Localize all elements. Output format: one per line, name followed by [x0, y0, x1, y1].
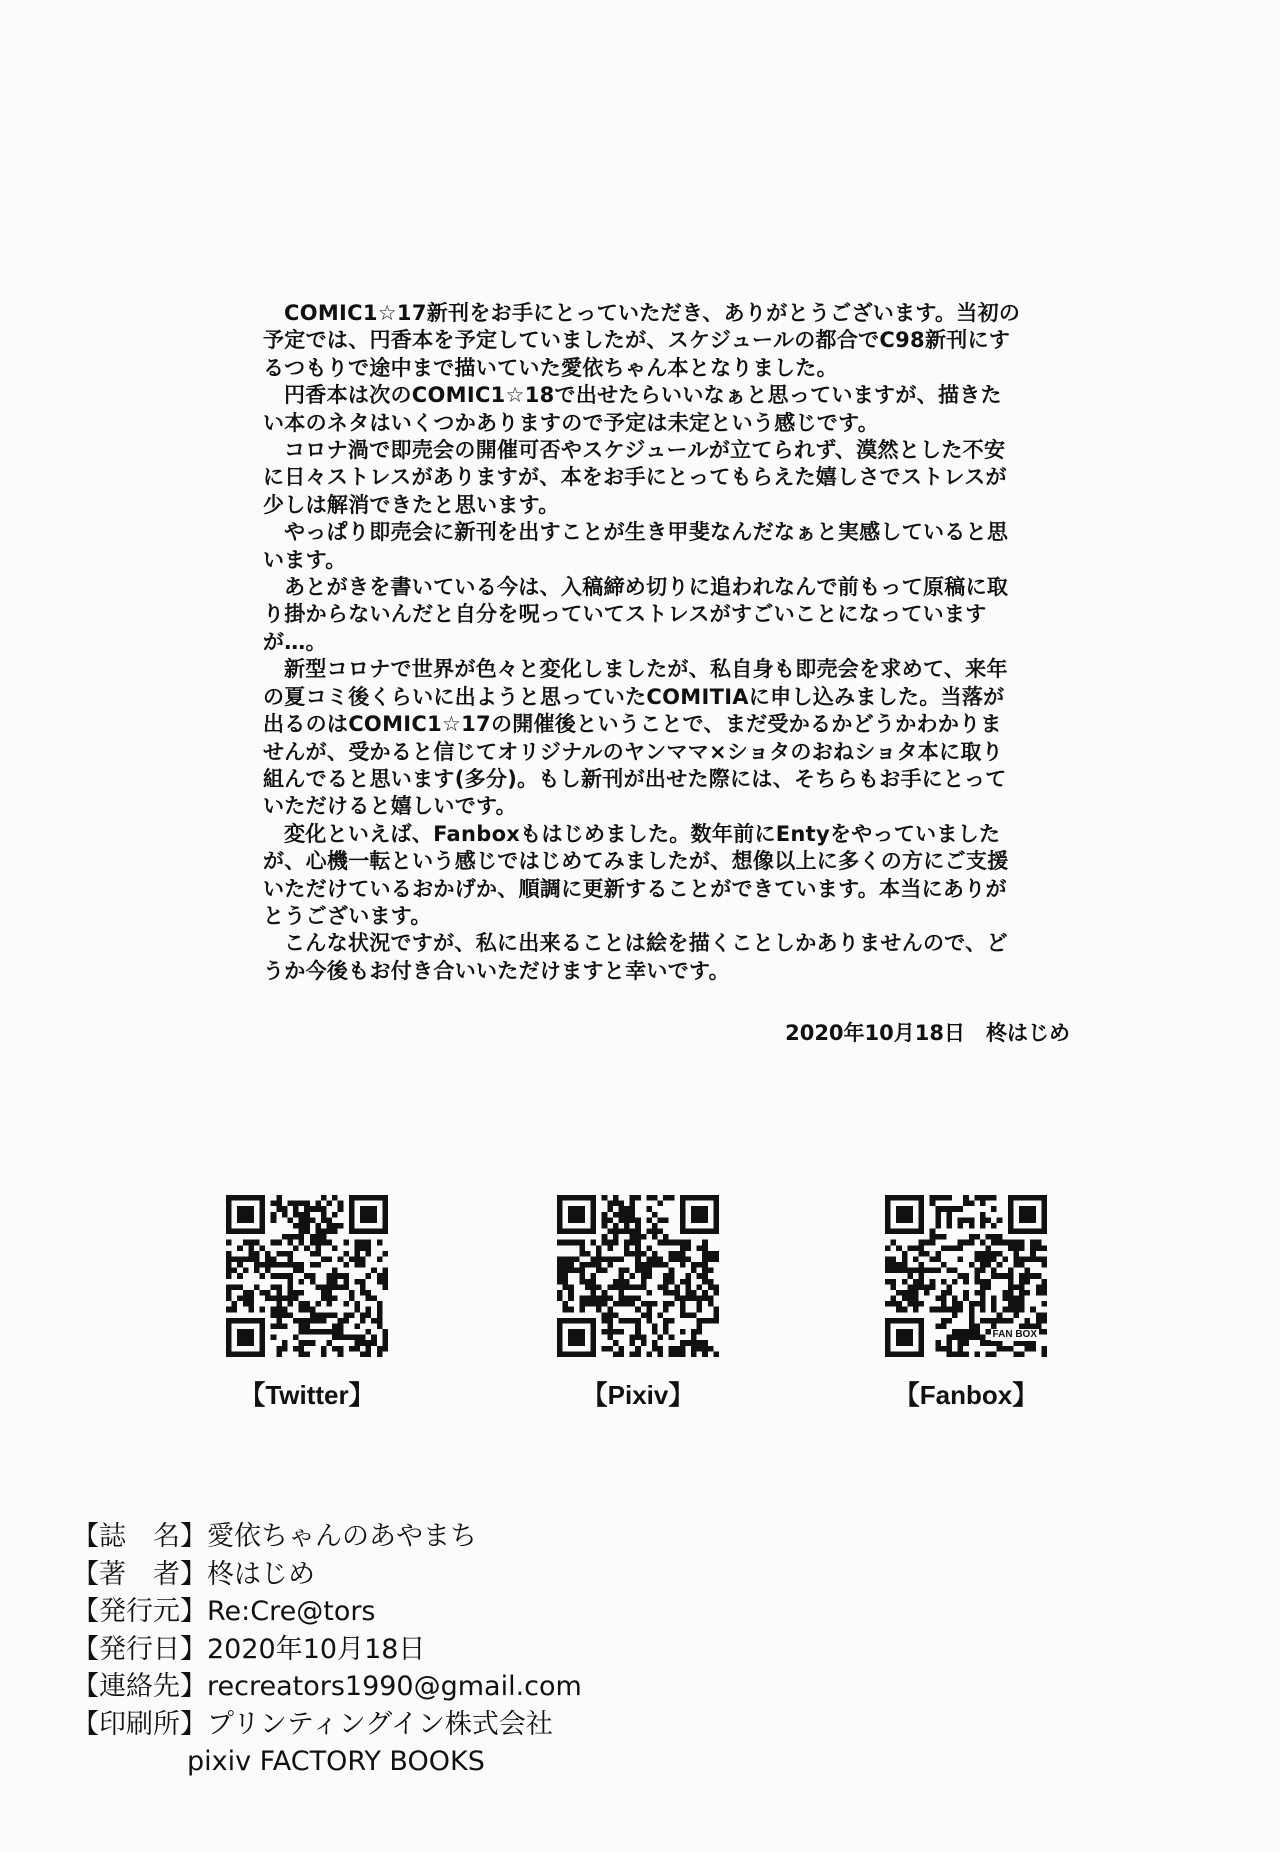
colophon-author-key: 【著 者】 — [72, 1558, 207, 1590]
colophon-date-key: 【発行日】 — [72, 1633, 207, 1665]
colophon-author-value: 柊はじめ — [207, 1558, 315, 1590]
fanbox-qr-label: 【Fanbox】 — [893, 1380, 1039, 1410]
pixiv-qr-block[interactable] — [553, 1195, 723, 1412]
colophon-publisher-key: 【発行元】 — [72, 1596, 207, 1627]
afterword-paragraph: コロナ渦で即売会の開催可否やスケジュールが立てられず、漠然とした不安に日々ストレスがありますが、本をお手にとってもらえた嬉しさでストレスが少しは解消できたと思います。 — [263, 438, 1007, 517]
colophon-printer-value: プリンティングイン株式会社 — [207, 1708, 553, 1740]
colophon — [72, 1518, 582, 1781]
twitter-qr-block[interactable] — [222, 1195, 392, 1412]
colophon-contact-key: 【連絡先】 — [72, 1671, 207, 1702]
fanbox-logo-mark: FAN BOX — [992, 1329, 1037, 1340]
colophon-title-value: 愛依ちゃんのあやまち — [207, 1521, 477, 1552]
colophon-printer-key: 【印刷所】 — [72, 1708, 207, 1740]
colophon-title-key: 【誌 名】 — [72, 1521, 207, 1552]
colophon-date-row — [72, 1631, 582, 1669]
twitter-qr-label: 【Twitter】 — [239, 1380, 375, 1410]
colophon-printer-row — [72, 1706, 582, 1744]
colophon-publisher-value: Re:Cre@tors — [207, 1596, 376, 1627]
colophon-publisher-row — [72, 1593, 582, 1631]
colophon-date-value: 2020年10月18日 — [207, 1633, 426, 1665]
afterword-paragraph: 円香本は次のCOMIC1☆18で出せたらいいなぁと思っていますが、描きたい本のネタはいくつかありますので予定は未定という感じです。 — [263, 383, 1002, 435]
afterword-paragraph: あとがきを書いている今は、入稿締め切りに追われなんで前もって原稿に取り掛からないんだと自分を呪っていてストレスがすごいことになっていますが…。 — [263, 575, 1009, 654]
colophon-contact-value[interactable]: recreators1990@gmail.com — [207, 1671, 582, 1702]
afterword-paragraph: COMIC1☆17新刊をお手にとっていただき、ありがとうございます。当初の予定では、円香本を予定していましたが、スケジュールの都合でC98新刊にするつもりで途中まで描いていた愛依ちゃん本となりました。 — [263, 301, 1021, 380]
colophon-printer-row-2 — [72, 1743, 582, 1781]
colophon-printer-value-2: pixiv FACTORY BOOKS — [187, 1746, 485, 1777]
pixiv-qr-label: 【Pixiv】 — [581, 1380, 695, 1410]
colophon-author-row — [72, 1556, 582, 1594]
fanbox-qr-block[interactable] — [881, 1195, 1051, 1412]
twitter-qr-code-icon[interactable] — [226, 1195, 388, 1357]
pixiv-qr-code-icon[interactable] — [557, 1195, 719, 1357]
colophon-contact-row — [72, 1668, 582, 1706]
colophon-title-row — [72, 1518, 582, 1556]
afterword-signature: 2020年10月18日 柊はじめ — [785, 1021, 1070, 1045]
afterword-paragraph: 新型コロナで世界が色々と変化しましたが、私自身も即売会を求めて、来年の夏コミ後くらいに出ようと思っていたCOMITIAに申し込みました。当落が出るのはCOMIC1☆17の開催後ということで、まだ受かるかどうかわかりませんが、受かると信じてオリジナルのヤンママ×ショタのおねショタ本に取り組んでると思います(多分)。もし新刊が出せた際には、そちらもお手にとっていただけると嬉しいです。 — [263, 657, 1008, 819]
afterword-paragraph: 変化といえば、Fanboxもはじめました。数年前にEntyをやっていましたが、心機一転という感じではじめてみましたが、想像以上に多くの方にご支援いただけているおかげか、順調に更新することができています。本当にありがとうございます。 — [263, 821, 1009, 928]
afterword-paragraph: やっぱり即売会に新刊を出すことが生き甲斐なんだなぁと実感していると思います。 — [263, 520, 1009, 572]
afterword-text — [263, 300, 1023, 985]
afterword-paragraph: こんな状況ですが、私に出来ることは絵を描くことしかありませんので、どうか今後もお付き合いいただけますと幸いです。 — [263, 931, 1008, 983]
